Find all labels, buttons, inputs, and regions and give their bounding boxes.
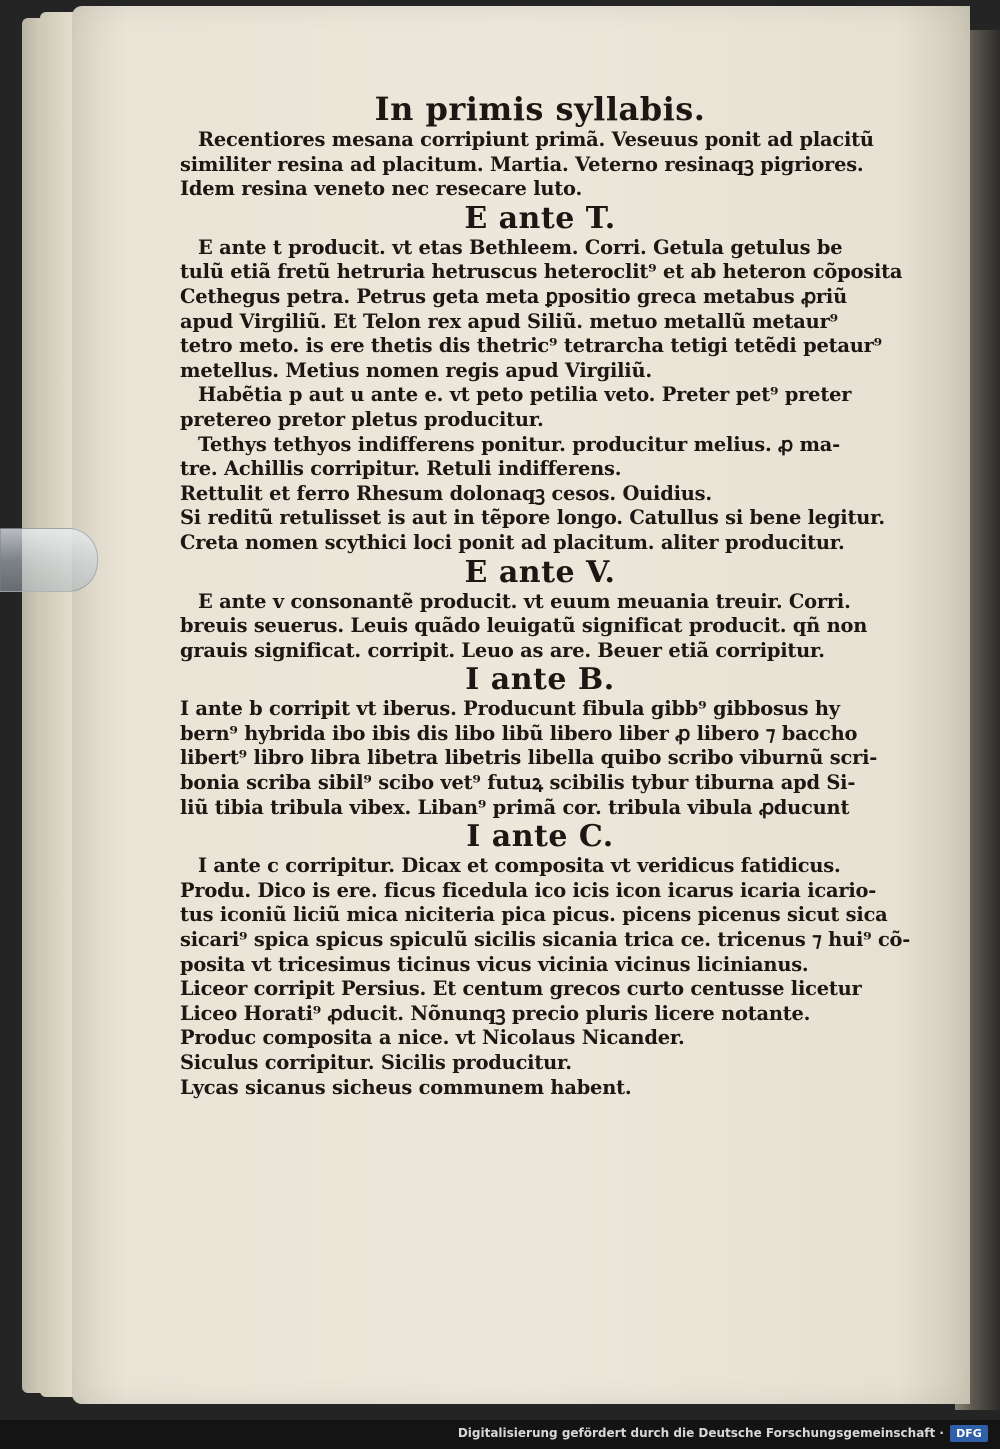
- section-heading: E ante T.: [464, 200, 616, 236]
- text-line: tetro meto. is ere thetis dis thetric⁹ tetrarcha tetigi tetẽdi petaur⁹: [180, 334, 882, 358]
- text-line: tus iconiũ liciũ mica niciteria pica picus. picens picenus sicut sica: [180, 903, 888, 927]
- text-line: Habẽtia p aut u ante e. vt peto petilia veto. Preter pet⁹ preter: [198, 383, 852, 407]
- text-line: libert⁹ libro libra libetra libetris libella quibo scribo viburnũ scri-: [180, 746, 878, 770]
- text-line: sicari⁹ spica spicus spiculũ sicilis sicania trica ce. tricenus ⁊ hui⁹ cõ-: [180, 928, 911, 952]
- funding-credit: Digitalisierung gefördert durch die Deutsche Forschungsgemeinschaft ·: [457, 1426, 944, 1440]
- text-line: Tethys tethyos indifferens ponitur. producitur melius. ꝓ ma-: [198, 432, 840, 456]
- text-line: tulũ etiã fretũ hetruria hetruscus heteroclit⁹ et ab heteron cõposita: [180, 260, 903, 284]
- text-line: Liceor corripit Persius. Et centum grecos curto centusse licetur: [180, 977, 862, 1001]
- text-line: Cethegus petra. Petrus geta meta ꝑpositio greca metabus ꝓriũ: [180, 284, 847, 308]
- footer-bar: [0, 1420, 1000, 1449]
- text-line: Si reditũ retulisset is aut in tẽpore longo. Catullus si bene legitur.: [180, 506, 885, 530]
- text-line: apud Virgiliũ. Et Telon rex apud Siliũ. metuo metallũ metaur⁹: [180, 309, 838, 333]
- text-line: Idem resina veneto nec resecare luto.: [180, 177, 582, 201]
- text-line: metellus. Metius nomen regis apud Virgiliũ.: [180, 358, 652, 382]
- text-line: grauis significat. corripit. Leuo as are. Beuer etiã corripitur.: [180, 638, 825, 662]
- section-heading: I ante C.: [466, 819, 614, 855]
- text-line: I ante c corripitur. Dicax et composita vt veridicus fatidicus.: [198, 854, 841, 878]
- text-line: Siculus corripitur. Sicilis producitur.: [180, 1051, 572, 1074]
- text-line: Rettulit et ferro Rhesum dolonaqꝫ cesos. Ouidius.: [180, 481, 712, 505]
- section-heading: E ante V.: [464, 554, 616, 590]
- text-line: tre. Achillis corripitur. Retuli indifferens.: [180, 457, 622, 481]
- text-line: Produ. Dico is ere. ficus ficedula ico icis icon icarus icaria icario-: [180, 878, 877, 902]
- text-line: bern⁹ hybrida ibo ibis dis libo libũ libero liber ꝓ libero ⁊ baccho: [180, 721, 858, 745]
- text-line: Recentiores mesana corripiunt primã. Veseuus ponit ad placitũ: [198, 128, 874, 151]
- plastic-clip: [0, 528, 98, 592]
- text-line: I ante b corripit vt iberus. Producunt fibula gibb⁹ gibbosus hy: [180, 697, 840, 721]
- text-line: Creta nomen scythici loci ponit ad placitum. aliter producitur.: [180, 530, 845, 554]
- text-line: breuis seuerus. Leuis quãdo leuigatũ significat producit. qñ non: [180, 614, 868, 638]
- text-line: similiter resina ad placitum. Martia. Veterno resinaqꝫ pigriores.: [180, 152, 864, 176]
- text-line: E ante t producit. vt etas Bethleem. Corri. Getula getulus be: [198, 235, 843, 259]
- text-line: posita vt tricesimus ticinus vicus vicinia vicinus licinianus.: [180, 952, 809, 976]
- section-heading: I ante B.: [465, 662, 615, 698]
- dfg-logo: DFG: [950, 1425, 988, 1442]
- text-line: Liceo Horati⁹ ꝓducit. Nõnunqꝫ precio pluris licere notante.: [180, 1001, 811, 1025]
- text-line: Lycas sicanus sicheus communem habent.: [180, 1075, 632, 1099]
- text-line: bonia scriba sibil⁹ scibo vet⁹ futuꝝ scibilis tybur tiburna apd Si-: [180, 771, 856, 795]
- page-text: [180, 90, 911, 1100]
- text-line: liũ tibia tribula vibex. Liban⁹ primã cor. tribula vibula ꝓducunt: [180, 795, 850, 819]
- text-line: Produc composita a nice. vt Nicolaus Nicander.: [180, 1026, 685, 1050]
- section-heading: In primis syllabis.: [374, 90, 706, 128]
- text-line: pretereo pretor pletus producitur.: [180, 407, 544, 431]
- text-line: E ante v consonantẽ producit. vt euum meuania treuir. Corri.: [198, 589, 851, 613]
